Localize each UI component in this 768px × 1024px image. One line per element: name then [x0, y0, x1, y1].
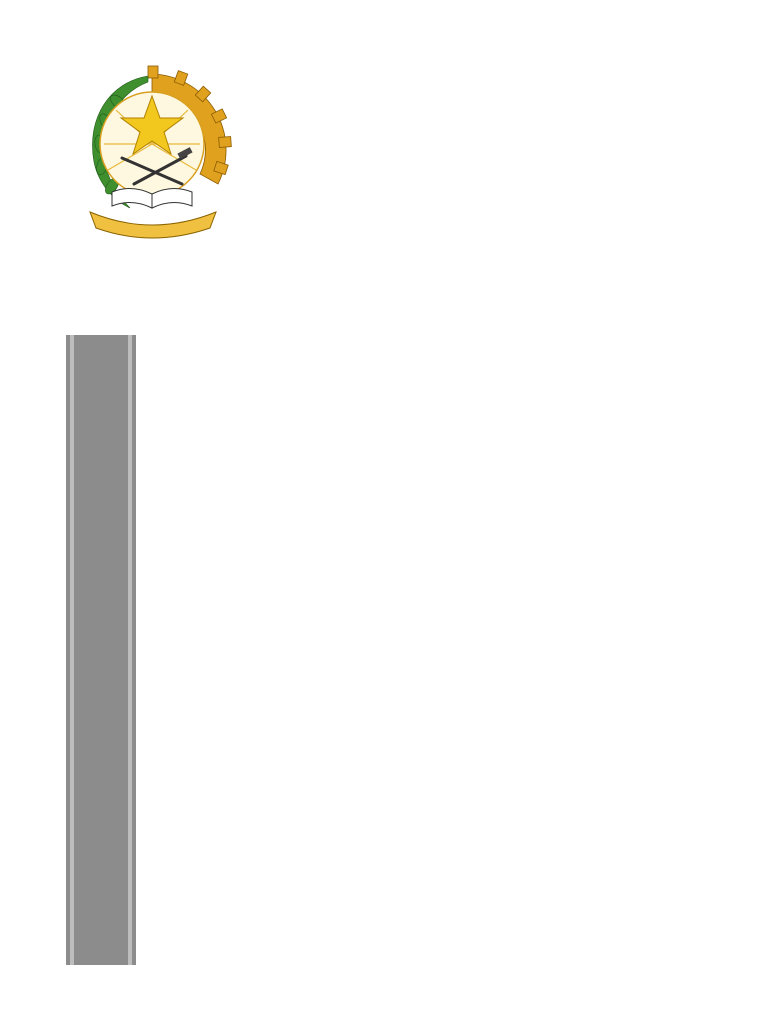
- summary-content: [158, 334, 702, 344]
- masthead-title: [246, 114, 577, 216]
- angola-emblem-icon: [60, 62, 242, 242]
- summary-sidebar: [66, 335, 136, 965]
